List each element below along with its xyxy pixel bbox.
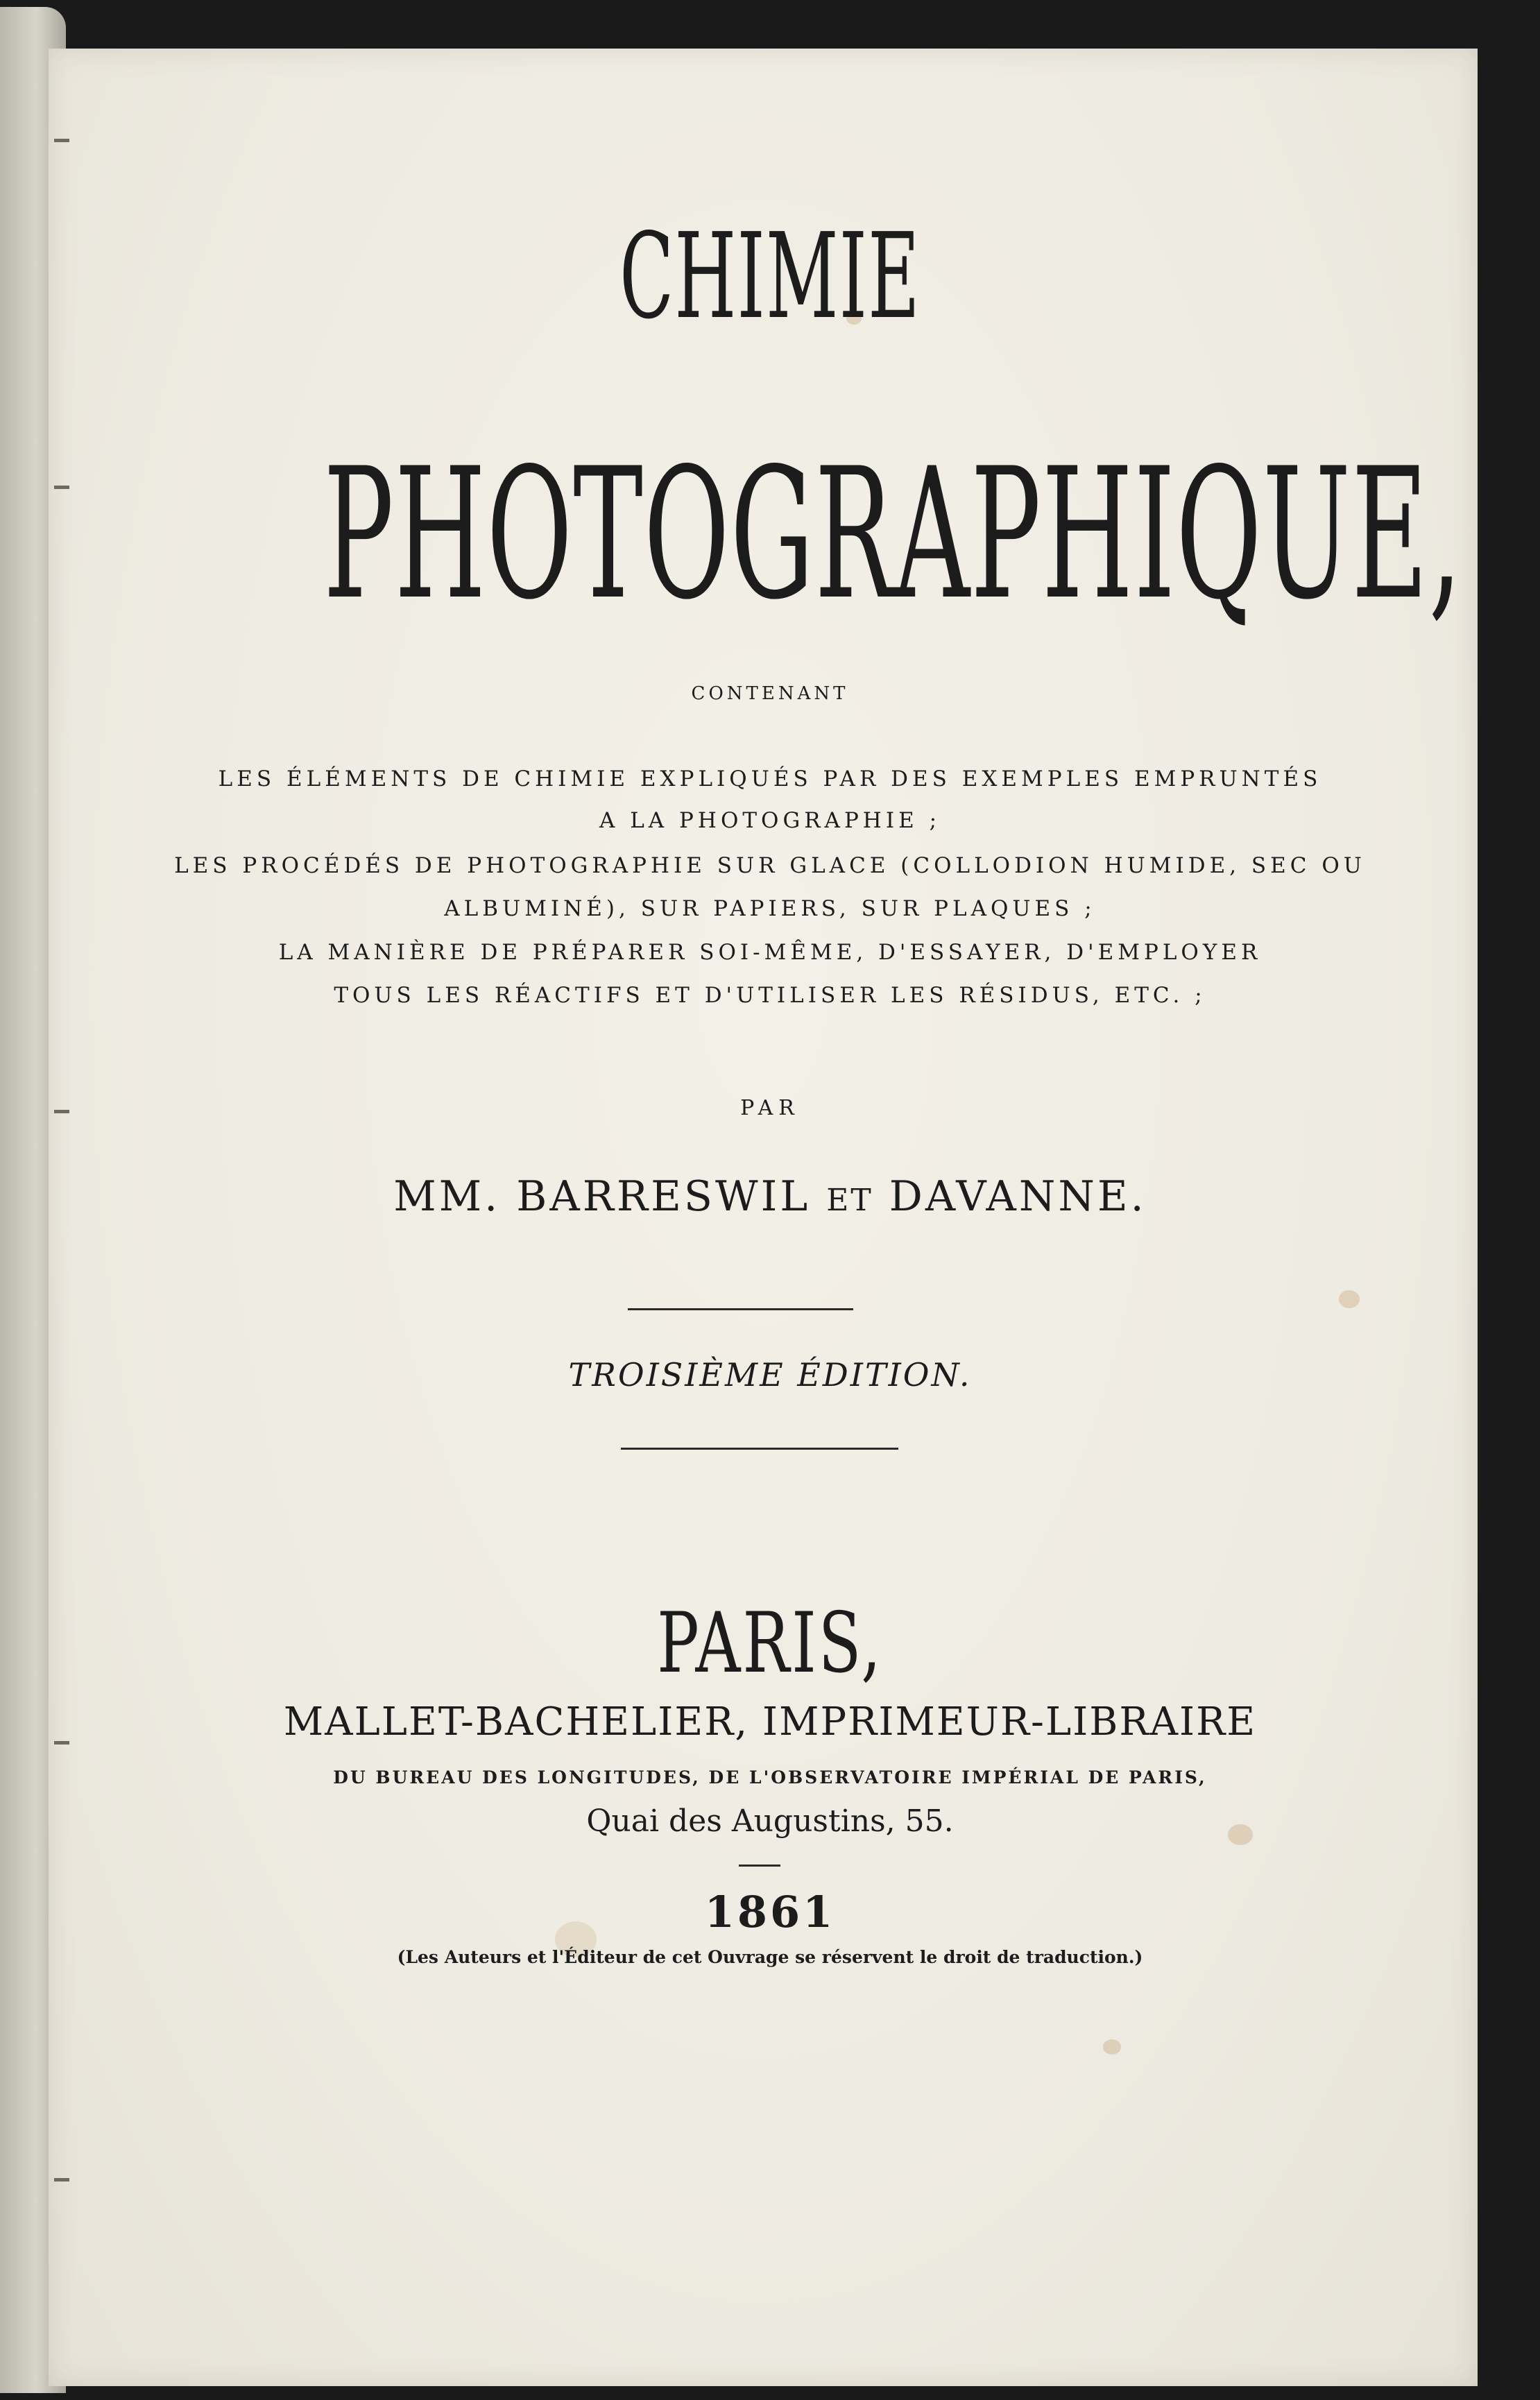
foxing-spot [1339,1290,1360,1308]
binding-thread [54,139,69,142]
imprint-address: Quai des Augustins, 55. [586,1803,954,1839]
divider-rule [621,1448,898,1450]
title-line-1: CHIMIE [619,208,921,345]
description-line: ALBUMINÉ), SUR PAPIERS, SUR PLAQUES ; [444,896,1096,921]
title-line-2: PHOTOGRAPHIQUE, [323,430,1463,640]
edition: TROISIÈME ÉDITION. [568,1356,972,1394]
imprint-publisher: MALLET-BACHELIER, IMPRIMEUR-LIBRAIRE [283,1699,1257,1745]
divider-rule [628,1308,853,1310]
author-davanne: DAVANNE. [873,1172,1147,1221]
description-line: A LA PHOTOGRAPHIE ; [599,808,941,833]
binding-thread [54,486,69,489]
authors [0,1172,1540,1221]
description-line: TOUS LES RÉACTIFS ET D'UTILISER LES RÉSIDUS, ETC. ; [334,983,1206,1008]
imprint-bureau: DU BUREAU DES LONGITUDES, DE L'OBSERVATOIRE IMPÉRIAL DE PARIS, [333,1767,1207,1788]
description-line: LA MANIÈRE DE PRÉPARER SOI-MÊME, D'ESSAYER, D'EMPLOYER [278,940,1262,965]
authors-conjunction: ET [826,1183,873,1218]
binding-thread [54,2178,69,2182]
rights-notice: (Les Auteurs et l'Éditeur de cet Ouvrage se réservent le droit de traduction.) [397,1947,1143,1967]
author-barreswil: MM. BARRESWIL [393,1172,827,1221]
imprint-city: PARIS, [657,1595,883,1692]
contenant-label: CONTENANT [691,683,849,704]
divider-rule-short [739,1865,780,1867]
description-line: LES ÉLÉMENTS DE CHIMIE EXPLIQUÉS PAR DES EXEMPLES EMPRUNTÉS [218,766,1322,791]
imprint-year: 1861 [704,1887,836,1937]
description-line: LES PROCÉDÉS DE PHOTOGRAPHIE SUR GLACE (COLLODION HUMIDE, SEC OU [174,853,1366,878]
par-label: PAR [740,1096,800,1120]
foxing-spot [1103,2039,1121,2055]
